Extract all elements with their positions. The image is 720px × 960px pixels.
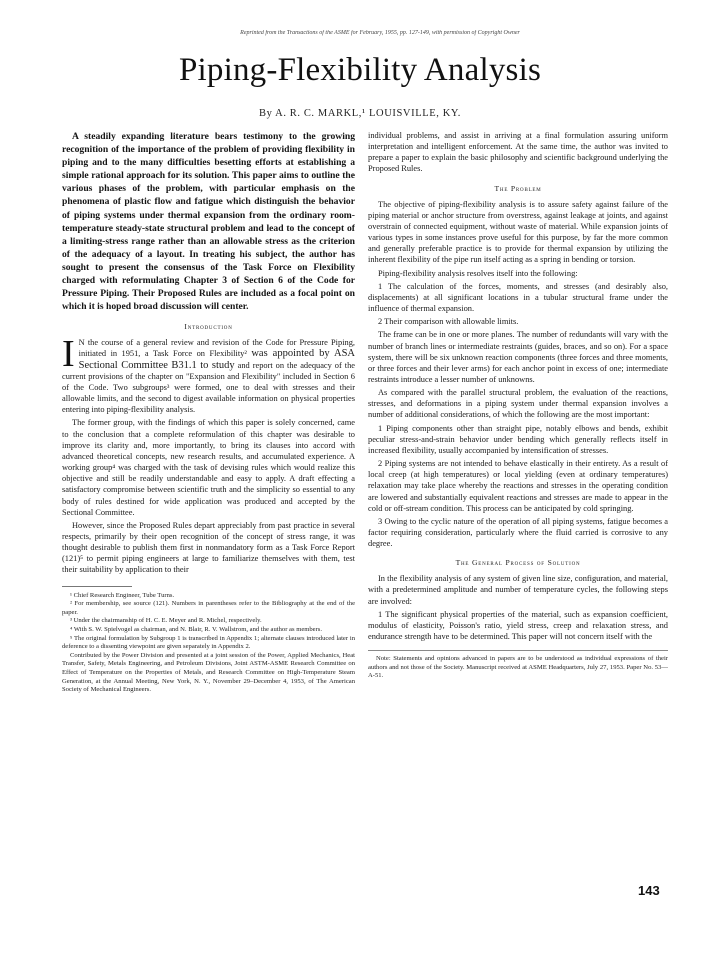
- author-byline: By A. R. C. MARKL,¹ LOUISVILLE, KY.: [259, 108, 461, 119]
- problem-item-2: 2 Their comparison with allowable limits.: [378, 317, 519, 327]
- footnote-2: ² For membership, see source (121). Numbers in parentheses refer to the Bibliography at the end of the paper.: [62, 600, 355, 616]
- paper-title: Piping-Flexibility Analysis: [178, 52, 542, 88]
- footnotes: [62, 592, 355, 695]
- abstract: A steadily expanding literature bears testimony to the growing recognition of the importance of the problem of providing flexibility in piping and to the many difficulties besetting efforts at establishing a simple rational approach for its solution. This paper aims to outline the various phases of the problem, with particular emphasis on the phenomena of plastic flow and fatigue which distinguish the behavior of piping systems under thermal expansion from the ordinary room-temperature steady-state structural problem and lead to the concept of a limiting-stress range rather than an allowable stress as the criterion of the adequacy of a layout. In treating his subject, the author has sought to present the consensus of the Task Force on Flexibility charged with reformulating Chapter 3 of Section 6 of the Code for Pressure Piping. Their Proposed Rules are included as a focal point on which it is hoped broad discussion will center.: [62, 131, 355, 313]
- problem-paragraph-2: Piping-flexibility analysis resolves itself into the following:: [378, 268, 578, 278]
- problem-heading: The Problem: [494, 183, 542, 193]
- right-column: [368, 130, 668, 865]
- footnote-3: ³ Under the chairmanship of H. C. E. Meyer and R. Michel, respectively.: [70, 617, 262, 625]
- contributed-note: Contributed by the Power Division and presented at a joint session of the Power, Applied Mechanics, Heat Transfer, Safety, Metals Engineering, and Petroleum Divisions, Joint ASTM-ASME Research Committee on Effect of Temperature on the Properties of Metals, and Research Committee on High-Temperature Steam Generation, at the Annual Meeting, New York, N. Y., November 29–December 4, 1953, of The American Society of Mechanical Engineers.: [62, 651, 355, 694]
- consideration-1: 1 Piping components other than straight pipe, notably elbows and bends, exhibit peculiar stress-and-strain behavior under bending which generally reflects itself in increased flexibility, usually accompanied by intensification of stresses.: [368, 423, 668, 455]
- page-number: 143: [638, 883, 660, 898]
- intro-paragraph-1: [62, 333, 355, 415]
- footnote-5: ⁵ The original formulation by Subgroup 1 is transcribed in Appendix 1; alternate clauses introduced later in deference to a dissenting viewpoint are given separately in Appendix 2.: [62, 634, 355, 651]
- problem-item-1: 1 The calculation of the forces, moments, and stresses (and desirably also, displacements) at all significant locations in a tubular structural frame under the influence of thermal expansion.: [368, 281, 668, 314]
- intro-paragraph-2: The former group, with the findings of which this paper is solely concerned, came to the conclusion that a complete reformulation of this chapter was desirable to improve its clarity and, more importantly, to bring its clauses into accord with advanced theoretical concepts, new research results, and accumulated experience. A working group⁴ was charged with the task of devising rules which would realize this objective and still be readily understandable and easy to apply. A draft effecting a satisfactory compromise between scientific truth and the simplicity so essential to any body of rules destined for wide application was produced and accepted by the Sectional Committee.: [62, 418, 355, 517]
- intro-p1-part-c: and report on the adequacy of the current provisions of the chapter on "Expansion and Flexibility" included in Section 6 of the Code. Two subgroups³ were formed, one to deal with stresses and their allowable limits, and the second to digest available information on physical properties entering into piping-flexibility analysis.: [62, 360, 355, 415]
- footnote-rule: [62, 586, 132, 587]
- solution-heading: The General Process of Solution: [455, 558, 581, 568]
- problem-paragraph-3: The frame can be in one or more planes. The number of redundants will vary with the number of branch lines or intermediate restraints (guides, braces, and so on). For a space system, there will be six unknown reaction components (three forces and three moments, or three forces and their lever arms) for each anchor point in excess of one; intermediate restraints introduce a lesser number of unknowns.: [368, 330, 668, 384]
- consideration-2: 2 Piping systems are not intended to behave elastically in their entirety. As a result of local creep (at high temperatures) or local yielding (even at ordinary temperatures) relaxation may take place whereby the reactions and stresses in the operating condition are lowered and substantially equivalent reactions and stresses are made to appear in the cold or off-stream condition. This process can be anticipated by cold springing.: [368, 459, 668, 513]
- intro-paragraph-3: However, since the Proposed Rules depart appreciably from past practice in several respects, primarily by their open recognition of the concept of stress range, it was thought desirable to publish them first in nonmandatory form as a Task Force Report (121)⁵ to permit piping engineers at large to familiarize themselves with them, test their suitability by application to their: [62, 520, 355, 575]
- footnote-1: ¹ Chief Research Engineer, Tube Turns.: [70, 591, 175, 599]
- drop-cap: I: [62, 333, 75, 376]
- problem-paragraph-4: As compared with the parallel structural problem, the evaluation of the reactions, stresses, and deformations in a piping system under thermal expansion involves a number of additional considerations, of which the following are the most important:: [368, 388, 668, 420]
- footnote-4: ⁴ With S. W. Spielvogel as chairman, and N. Blair, R. V. Wallstrom, and the author as members.: [70, 625, 323, 633]
- society-note: Note: Statements and opinions advanced in papers are to be understood as individual expressions of their authors and not those of the Society. Manuscript received at ASME Headquarters, July 27, 1953. Paper No. 53—A-51.: [368, 650, 668, 681]
- reprint-note: Reprinted from the Transactions of the ASME for February, 1955, pp. 127-149, with permission of Copyright Owner: [240, 30, 520, 36]
- solution-paragraph-1: In the flexibility analysis of any system of given line size, configuration, and material, with a predetermined amplitude and number of temperature cycles, the following steps are involved:: [368, 574, 668, 606]
- solution-item-1: 1 The significant physical properties of the material, such as expansion coefficient, modulus of elasticity, Poisson's ratio, yield stress, creep and relaxation stress, and endurance strength have to be determined. This paper will not concern itself with the: [368, 609, 668, 642]
- intro-p1-part-a: N the course of a general review and revision of the Code for Pressure Piping, initiated in 1951, a Task Force on Flexibility²: [78, 338, 355, 359]
- problem-paragraph-1: The objective of piping-flexibility analysis is to assure safety against failure of the piping material or anchor structure from overstress, against leakage at joints, and against overstrain of connected equipment, without waste of material. While expansion joints of various types in some instances prove useful for this purpose, by far the more common and generally preferable practice is to provide for thermal expansion by utilizing the inherent flexibility of the pipe run itself acting as a spring in bending or torsion.: [368, 199, 668, 265]
- left-column: [62, 130, 355, 870]
- introduction-heading: Introduction: [184, 322, 233, 332]
- continued-paragraph: individual problems, and assist in arriving at a final formulation assuring uniform interpretation and intelligent enforcement. At the same time, the author was invited to prepare a paper to explain the basic philosophy and scientific background underlying the Proposed Rules.: [368, 131, 668, 174]
- consideration-3: 3 Owing to the cyclic nature of the operation of all piping systems, fatigue becomes a factor requiring consideration, particularly where the fluid carried is corrosive to any degree.: [368, 516, 668, 549]
- intro-p1-part-b: was appointed by ASA Sectional Committee B31.1 to study: [78, 348, 355, 371]
